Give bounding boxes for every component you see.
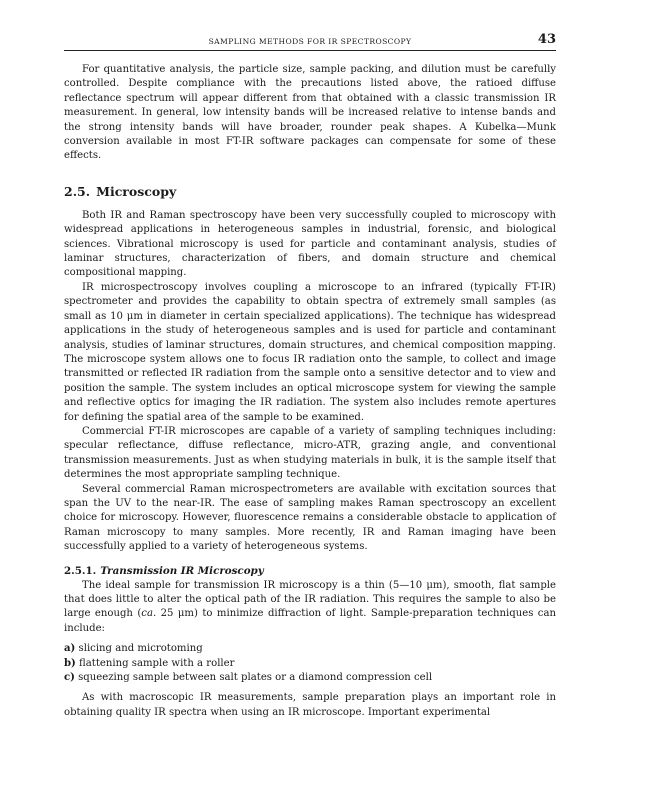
subsection-title: Transmission IR Microscopy — [100, 564, 264, 577]
list-text: slicing and microtoming — [75, 643, 203, 655]
section-heading — [64, 184, 556, 199]
running-title: SAMPLING METHODS FOR IR SPECTROSCOPY — [208, 37, 412, 46]
text-segment: 25 μm) to minimize diffraction of light. Sample-preparation techniques can include: — [64, 608, 556, 634]
body-paragraph: As with macroscopic IR measurements, sample preparation plays an important role in obtaining quality IR spectra when using an IR microscope. Important experimental — [64, 692, 556, 718]
body-paragraph: Commercial FT-IR microscopes are capable of a variety of sampling techniques including: specular reflectance, diffuse reflectance, micro-ATR, grazing angle, and conventional transmission measurements. Just as when studying materials in bulk, it is the sample itself that determines the most appropriate sampling technique. — [64, 425, 556, 481]
subsection-heading — [64, 565, 556, 577]
section-number: 2.5. — [64, 183, 91, 199]
list-letter: c) — [64, 672, 75, 684]
technique-list — [64, 642, 556, 685]
section-title: Microscopy — [96, 183, 177, 199]
body-paragraph: Several commercial Raman microspectrometers are available with excitation sources that span the UV to the near-IR. The ease of sampling makes Raman spectroscopy an excellent choice for microscopy. However, fluorescence remains a considerable obstacle to application of Raman microscopy to many samples. More recently, IR and Raman imaging have been successfully applied to a variety of heterogeneous systems. — [64, 483, 556, 553]
list-letter: a) — [64, 643, 76, 655]
intro-paragraph: For quantitative analysis, the particle size, sample packing, and dilution must be carefully controlled. Despite compliance with the precautions listed above, the ratioed diffuse reflectance spectrum will appear different from that obtained with a classic transmission IR measurement. In general, low intensity bands will be increased relative to intense bands and the strong intensity bands will have broader, rounder peak shapes. A Kubelka—Munk conversion available in most FT-IR software packages can compensate for some of these effects. — [64, 64, 556, 162]
book-page — [64, 32, 556, 720]
body-paragraph: IR microspectroscopy involves coupling a microscope to an infrared (typically FT-IR) spectrometer and provides the capability to obtain spectra of extremely small samples (as small as 10 μm in diameter in certain specialized applications). The technique has widespread applications in the study of heterogeneous samples and is used for particle and contaminant analysis, studies of laminar structures, domain structures, and chemical composition mapping. The microscope system allows one to focus IR radiation onto the sample, to collect and image transmitted or reflected IR radiation from the sample onto a sensitive detector and to view and position the sample. The system includes an optical microscope system for viewing the sample and reflective optics for imaging the IR radiation. The system also includes remote apertures for defining the spatial area of the sample to be examined. — [64, 281, 556, 423]
text-segment: The ideal sample for transmission IR microscopy is a thin (5—10 μm), smooth, flat sample that does little to alter the optical path of the IR radiation. This requires the sample to also be large enough ( — [64, 579, 556, 620]
running-header — [64, 32, 556, 51]
body-paragraph — [64, 579, 556, 637]
list-text: flattening sample with a roller — [75, 657, 235, 669]
body-paragraph: Both IR and Raman spectroscopy have been very successfully coupled to microscopy with widespread applications in heterogeneous samples in industrial, forensic, and biological sciences. Vibrational microscopy is used for particle and contaminant analysis, studies of laminar structures, characterization of fibers, and domain structure and chemical compositional mapping. — [64, 209, 556, 279]
ca-abbreviation: ca. — [141, 608, 157, 620]
list-item — [64, 642, 556, 656]
list-item — [64, 671, 556, 685]
list-item — [64, 657, 556, 671]
subsection-number: 2.5.1. — [64, 564, 97, 577]
list-text: squeezing sample between salt plates or a diamond compression cell — [74, 672, 433, 684]
page-number: 43 — [537, 32, 556, 47]
list-letter: b) — [64, 657, 76, 669]
